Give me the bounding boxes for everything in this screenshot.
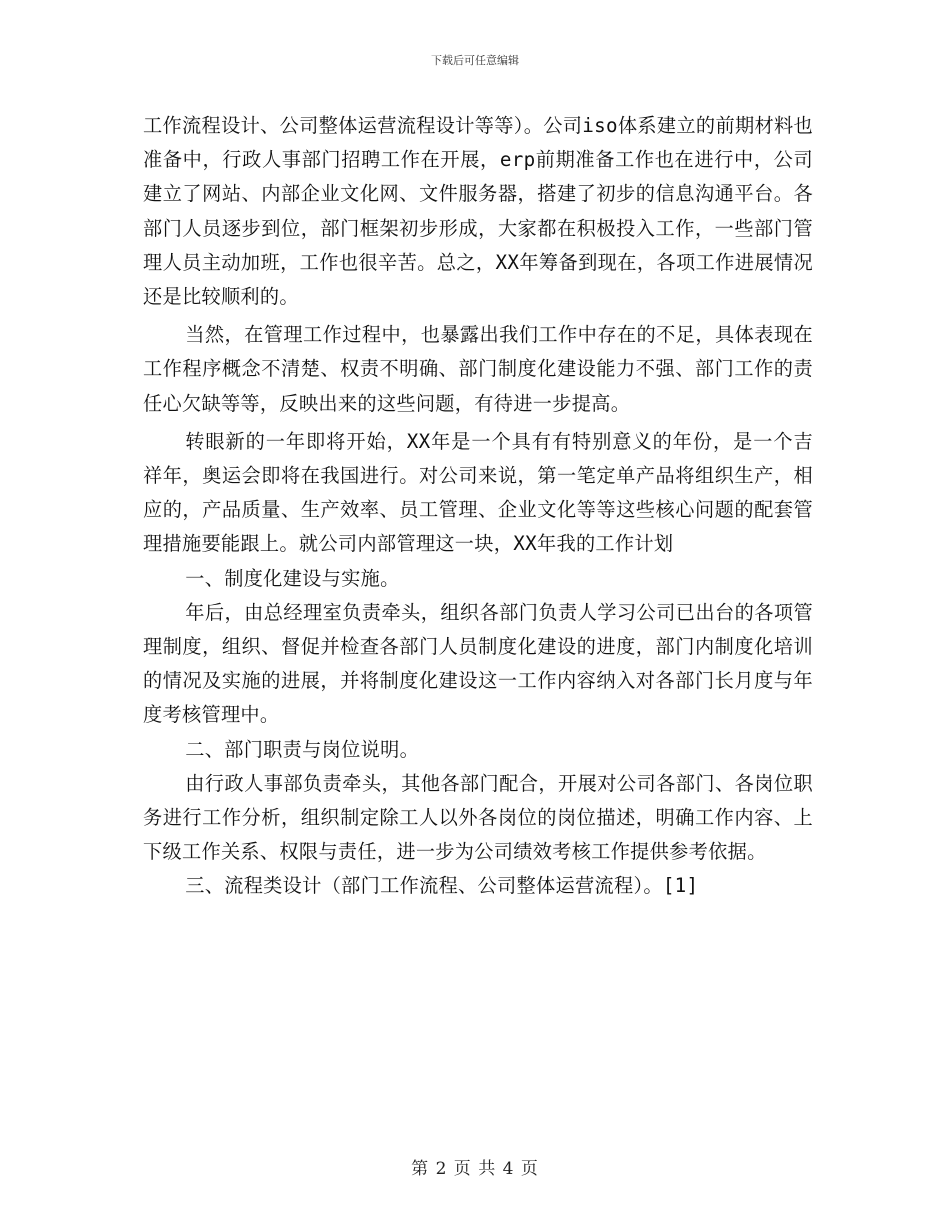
paragraph-3: 转眼新的一年即将开始，XX年是一个具有有特别意义的年份，是一个吉祥年，奥运会即将在我国进行。对公司来说，第一笔定单产品将组织生产，相应的，产品质量、生产效率、员工管理、企业文化等等这些核心问题的配套管理措施要能跟上。就公司内部管理这一块，XX年我的工作计划 (143, 429, 813, 556)
section-heading-3: 三、流程类设计（部门工作流程、公司整体运营流程）。[1] (185, 874, 699, 898)
paragraph-1: 工作流程设计、公司整体运营流程设计等等）。公司iso体系建立的前期材料也准备中，行政人事部门招聘工作在开展，erp前期准备工作也在进行中，公司建立了网站、内部企业文化网、文件服务器，搭建了初步的信息沟通平台。各部门人员逐步到位，部门框架初步形成，大家都在积极投入工作，一些部门管理人员主动加班，工作也很辛苦。总之，XX年筹备到现在，各项工作进展情况还是比较顺利的。 (143, 114, 813, 309)
paragraph-2: 当然，在管理工作过程中，也暴露出我们工作中存在的不足，具体表现在工作程序概念不清楚、权责不明确、部门制度化建设能力不强、部门工作的责任心欠缺等等，反映出来的这些问题，有待进一步提高。 (143, 323, 813, 415)
document-body (143, 109, 813, 904)
section-heading-2: 二、部门职责与岗位说明。 (185, 737, 420, 761)
paragraph-5: 由行政人事部负责牵头，其他各部门配合，开展对公司各部门、各岗位职务进行工作分析，组织制定除工人以外各岗位的岗位描述，明确工作内容、上下级工作关系、权限与责任，进一步为公司绩效考核工作提供参考依据。 (143, 771, 813, 864)
paragraph-4: 年后，由总经理室负责牵头，组织各部门负责人学习公司已出台的各项管理制度，组织、督促并检查各部门人员制度化建设的进度，部门内制度化培训的情况及实施的进展，并将制度化建设这一工作内容纳入对各部门长月度与年度考核管理中。 (143, 600, 813, 727)
page-number: 第 2 页 共 4 页 (411, 1159, 539, 1179)
page-header: 下载后可任意编辑 (431, 54, 519, 67)
section-heading-1: 一、制度化建设与实施。 (185, 566, 400, 590)
